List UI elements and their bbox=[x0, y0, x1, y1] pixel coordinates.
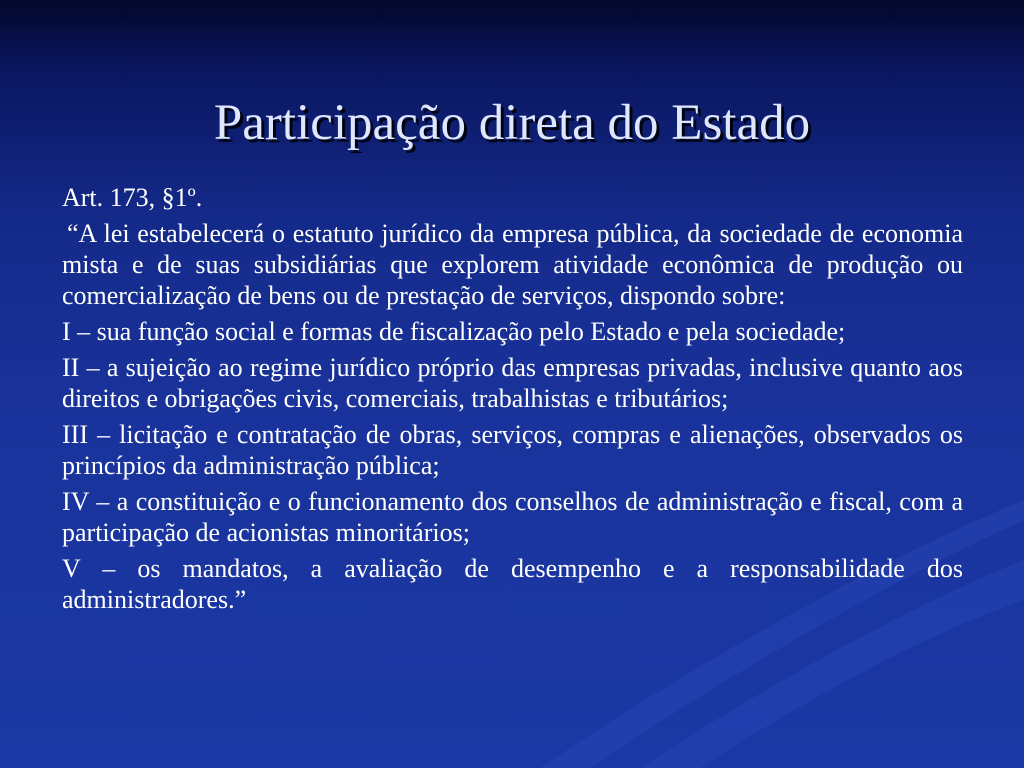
list-item-ii: II – a sujeição ao regime jurídico próprio das empresas privadas, inclusive quanto aos direitos e obrigações civis, comerciais, trabalhistas e tributários; bbox=[62, 353, 963, 413]
quoted-paragraph: “A lei estabelecerá o estatuto jurídico da empresa pública, da sociedade de economia mista e de suas subsidiárias que explorem atividade econômica de produção ou comercialização de bens ou de prestação de serviços, dispondo sobre: bbox=[62, 219, 963, 310]
list-item-iii: III – licitação e contratação de obras, serviços, compras e alienações, observados os princípios da administração pública; bbox=[62, 420, 963, 480]
list-item-i: I – sua função social e formas de fiscalização pelo Estado e pela sociedade; bbox=[62, 317, 846, 346]
list-item-v: V – os mandatos, a avaliação de desempenho e a responsabilidade dos administradores.” bbox=[62, 554, 963, 614]
list-item-iv: IV – a constituição e o funcionamento dos conselhos de administração e fiscal, com a participação de acionistas minoritários; bbox=[62, 487, 963, 547]
slide-body bbox=[62, 182, 963, 620]
slide-title: Participação direta do Estado bbox=[213, 95, 811, 151]
article-reference: Art. 173, §1º. bbox=[62, 183, 203, 212]
